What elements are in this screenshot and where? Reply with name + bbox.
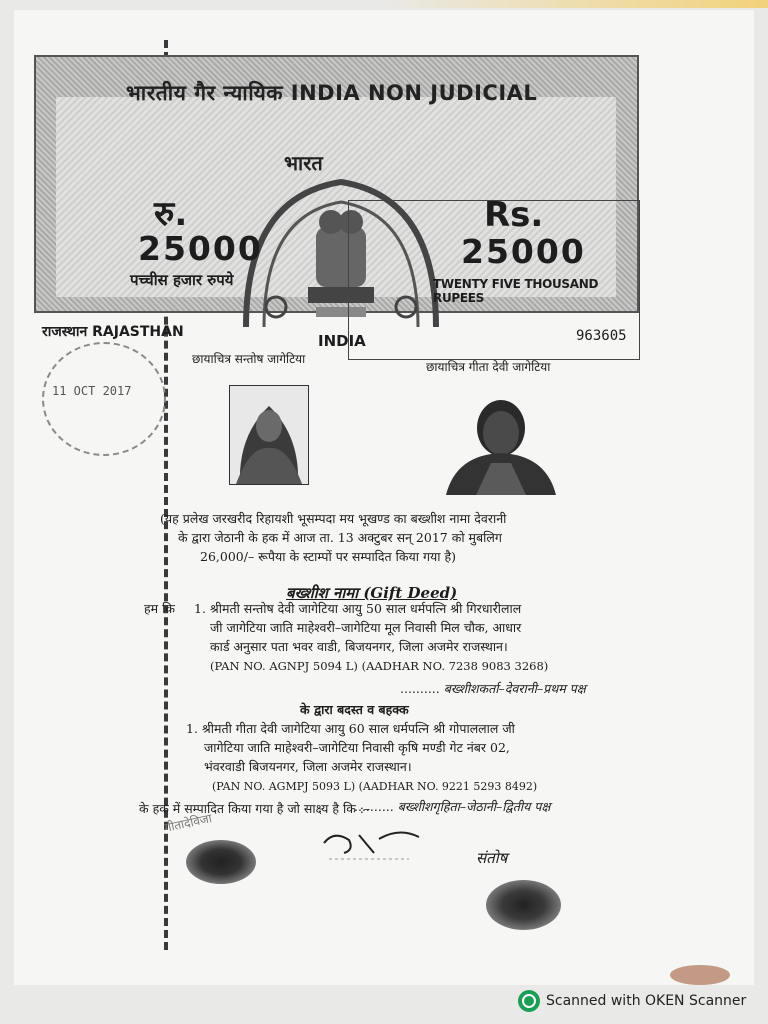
faint-handwriting: गीतादेविजा (163, 811, 214, 835)
document-page (14, 10, 754, 985)
transfer-line: के द्वारा बदस्त व बहक्क (300, 702, 409, 717)
party1-line-1: 1. श्रीमती सन्तोष देवी जागेटिया आयु 50 साल धर्मपत्नि श्री गिरधारीलाल (194, 601, 522, 616)
photo-caption-second: छायाचित्र गीता देवी जागेटिया (426, 360, 551, 374)
stamp-amount-words-hindi: पच्चीस हजार रुपये (130, 271, 234, 289)
party1-line-3: कार्ड अनुसार पता भवर वाडी, बिजयनगर, जिला अजमेर राजस्थान। (210, 639, 508, 654)
photo-santosh (229, 385, 309, 485)
party1-prefix: हम कि (144, 601, 175, 616)
party2-line-3: भंवरवाडी बिजयनगर, जिला अजमेर राजस्थान। (204, 759, 412, 774)
stamp-state: राजस्थान RAJASTHAN (42, 324, 184, 340)
office-seal (42, 342, 166, 456)
photo-caption-first: छायाचित्र सन्तोष जागेटिया (192, 352, 306, 366)
stamp-rs-hindi: रु. (154, 194, 188, 234)
finger-corner (670, 965, 730, 985)
thumbprint-left (186, 840, 256, 884)
signature-icon (319, 825, 429, 865)
closing-text: के हक में सम्पादित किया गया है जो साक्ष्य है कि :– (139, 801, 371, 816)
party2-role: .......... बख्शीशगृहिता–जेठानी–द्वितीय पक्ष (354, 799, 551, 814)
thumbprint-right (486, 880, 561, 930)
stamp-serial-number: 963605 (576, 328, 627, 344)
stamp-amount-left: 25000 (138, 229, 263, 268)
party2-ids: (PAN NO. AGMPJ 5093 L) (AADHAR NO. 9221 5293 8492) (212, 780, 538, 793)
party1-role: .......... बख्शीशकर्ता–देवरानी–प्रथम पक्ष (400, 681, 586, 696)
intro-line-2: के द्वारा जेठानी के हक में आज ता. 13 अक्टुबर सन् 2017 को मुबलिग (178, 530, 502, 545)
stamp-rs-english: Rs. (484, 195, 544, 235)
party2-line-1: 1. श्रीमती गीता देवी जागेटिया आयु 60 साल धर्मपत्नि श्री गोपाललाल जी (186, 721, 515, 736)
photo-geeta-devi (446, 393, 556, 495)
stamp-bharat: भारत (284, 151, 323, 175)
scanner-watermark (518, 990, 746, 1012)
stamp-country: INDIA (318, 332, 366, 350)
person-photo-icon (230, 386, 308, 484)
scanner-logo-icon (518, 990, 540, 1012)
scanner-watermark-text: Scanned with OKEN Scanner (546, 993, 747, 1009)
top-edge-tint (380, 0, 768, 8)
stamp-header: भारतीय गैर न्यायिक INDIA NON JUDICIAL (126, 81, 538, 105)
stamp-amount-words-english: TWENTY FIVE THOUSAND RUPEES (433, 277, 599, 305)
deed-heading: बख्शीश नामा (Gift Deed) (286, 584, 458, 602)
intro-line-3: 26,000/– रूपैया के स्टाम्पों पर सम्पादित किया गया है) (200, 549, 456, 564)
person-photo-icon (446, 393, 556, 495)
signature-santosh: संतोष (476, 849, 508, 867)
closing-line (139, 800, 370, 817)
party1-line-2: जी जागेटिया जाति माहेश्वरी–जागेटिया मूल निवासी मिल चौक, आधार (210, 620, 522, 635)
seal-date: 11 OCT 2017 (52, 384, 132, 398)
party1-ids: (PAN NO. AGNPJ 5094 L) (AADHAR NO. 7238 9083 3268) (210, 659, 549, 673)
party2-line-2: जागेटिया जाति माहेश्वरी–जागेटिया निवासी कृषि मण्डी गेट नंबर 02, (204, 740, 510, 755)
intro-line-1: (यह प्रलेख जरखरीद रिहायशी भूसम्पदा मय भूखण्ड का बख्शीश नामा देवरानी (160, 511, 507, 526)
stamp-amount-right: 25000 (461, 232, 586, 271)
